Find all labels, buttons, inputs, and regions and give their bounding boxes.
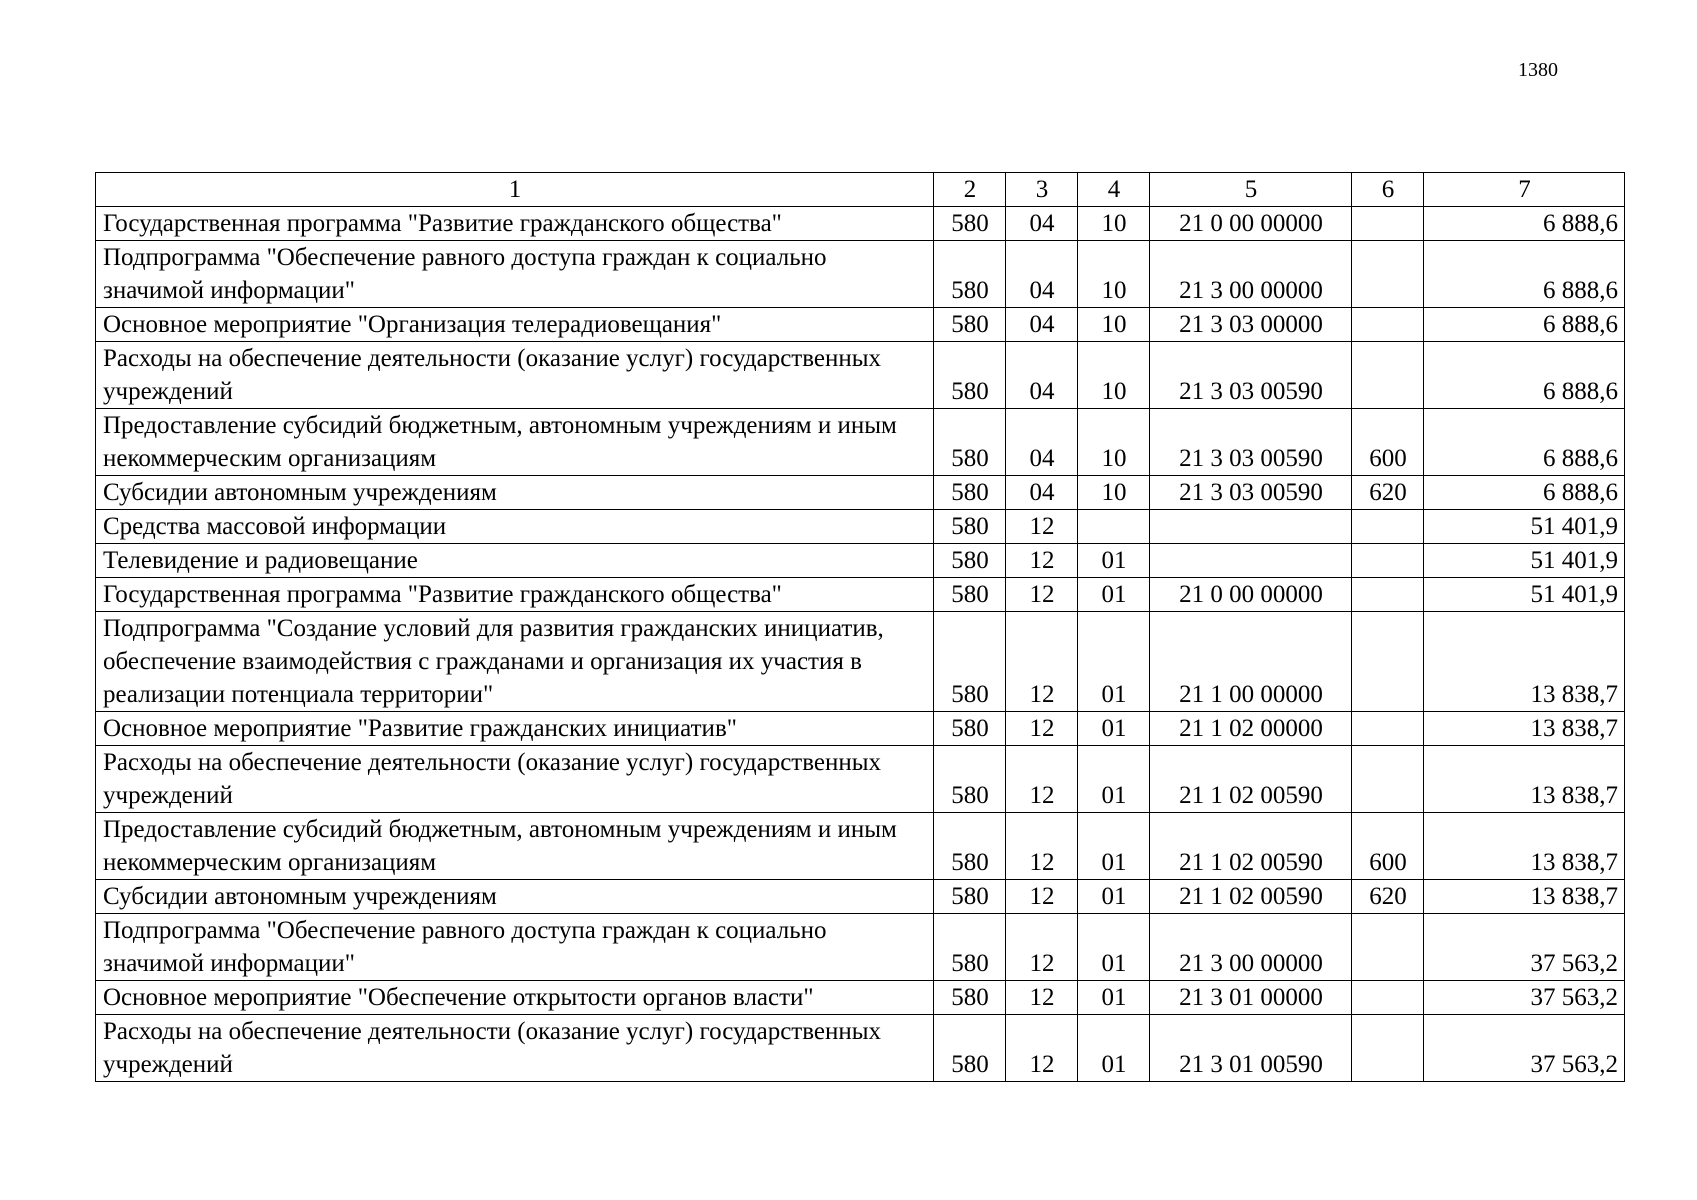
amount-cell: 51 401,9 (1424, 544, 1625, 578)
admin-code-cell: 580 (934, 544, 1006, 578)
header-cell-7: 7 (1424, 173, 1625, 207)
expense-type-cell: 600 (1352, 813, 1424, 880)
target-article-cell: 21 3 01 00590 (1150, 1015, 1352, 1082)
expense-type-cell: 620 (1352, 880, 1424, 914)
amount-cell: 6 888,6 (1424, 342, 1625, 409)
admin-code-cell: 580 (934, 813, 1006, 880)
section-code-cell: 12 (1006, 813, 1078, 880)
admin-code-cell: 580 (934, 578, 1006, 612)
expense-type-cell (1352, 308, 1424, 342)
admin-code-cell: 580 (934, 746, 1006, 813)
amount-cell: 13 838,7 (1424, 813, 1625, 880)
name-cell: Предоставление субсидий бюджетным, автономным учреждениям и иным некоммерческим организациям (96, 813, 934, 880)
name-cell: Расходы на обеспечение деятельности (оказание услуг) государственных учреждений (96, 746, 934, 813)
table-row (96, 880, 1625, 914)
target-article-cell: 21 3 03 00000 (1150, 308, 1352, 342)
table-row (96, 612, 1625, 712)
section-code-cell: 12 (1006, 544, 1078, 578)
section-code-cell: 04 (1006, 308, 1078, 342)
header-row (96, 173, 1625, 207)
subsection-code-cell: 10 (1078, 409, 1150, 476)
target-article-cell: 21 3 00 00000 (1150, 241, 1352, 308)
subsection-code-cell: 01 (1078, 612, 1150, 712)
expense-type-cell (1352, 746, 1424, 813)
subsection-code-cell (1078, 510, 1150, 544)
amount-cell: 37 563,2 (1424, 1015, 1625, 1082)
admin-code-cell: 580 (934, 510, 1006, 544)
header-cell-5: 5 (1150, 173, 1352, 207)
amount-cell: 6 888,6 (1424, 207, 1625, 241)
subsection-code-cell: 01 (1078, 1015, 1150, 1082)
header-cell-2: 2 (934, 173, 1006, 207)
section-code-cell: 12 (1006, 1015, 1078, 1082)
admin-code-cell: 580 (934, 342, 1006, 409)
table-row (96, 914, 1625, 981)
subsection-code-cell: 10 (1078, 241, 1150, 308)
section-code-cell: 12 (1006, 746, 1078, 813)
amount-cell: 51 401,9 (1424, 510, 1625, 544)
admin-code-cell: 580 (934, 241, 1006, 308)
section-code-cell: 04 (1006, 342, 1078, 409)
amount-cell: 6 888,6 (1424, 476, 1625, 510)
target-article-cell (1150, 510, 1352, 544)
subsection-code-cell: 10 (1078, 476, 1150, 510)
expense-type-cell (1352, 207, 1424, 241)
amount-cell: 13 838,7 (1424, 746, 1625, 813)
admin-code-cell: 580 (934, 476, 1006, 510)
amount-cell: 6 888,6 (1424, 308, 1625, 342)
expense-type-cell (1352, 981, 1424, 1015)
amount-cell: 6 888,6 (1424, 409, 1625, 476)
admin-code-cell: 580 (934, 880, 1006, 914)
section-code-cell: 12 (1006, 612, 1078, 712)
admin-code-cell: 580 (934, 308, 1006, 342)
name-cell: Государственная программа "Развитие гражданского общества" (96, 207, 934, 241)
expense-type-cell (1352, 914, 1424, 981)
amount-cell: 37 563,2 (1424, 914, 1625, 981)
amount-cell: 13 838,7 (1424, 880, 1625, 914)
page-number: 1380 (1518, 59, 1558, 81)
name-cell: Подпрограмма "Обеспечение равного доступа граждан к социально значимой информации" (96, 241, 934, 308)
admin-code-cell: 580 (934, 207, 1006, 241)
expense-type-cell (1352, 1015, 1424, 1082)
section-code-cell: 12 (1006, 981, 1078, 1015)
header-cell-1: 1 (96, 173, 934, 207)
expense-type-cell: 620 (1352, 476, 1424, 510)
table-row (96, 510, 1625, 544)
name-cell: Субсидии автономным учреждениям (96, 880, 934, 914)
subsection-code-cell: 01 (1078, 746, 1150, 813)
section-code-cell: 04 (1006, 409, 1078, 476)
admin-code-cell: 580 (934, 914, 1006, 981)
target-article-cell: 21 1 02 00590 (1150, 746, 1352, 813)
subsection-code-cell: 01 (1078, 914, 1150, 981)
table-row (96, 813, 1625, 880)
budget-table (95, 172, 1625, 1082)
subsection-code-cell: 10 (1078, 308, 1150, 342)
name-cell: Предоставление субсидий бюджетным, автономным учреждениям и иным некоммерческим организациям (96, 409, 934, 476)
admin-code-cell: 580 (934, 712, 1006, 746)
expense-type-cell: 600 (1352, 409, 1424, 476)
name-cell: Телевидение и радиовещание (96, 544, 934, 578)
expense-type-cell (1352, 342, 1424, 409)
expense-type-cell (1352, 510, 1424, 544)
name-cell: Средства массовой информации (96, 510, 934, 544)
admin-code-cell: 580 (934, 612, 1006, 712)
table-row (96, 981, 1625, 1015)
table-row (96, 476, 1625, 510)
section-code-cell: 12 (1006, 578, 1078, 612)
target-article-cell: 21 1 00 00000 (1150, 612, 1352, 712)
subsection-code-cell: 01 (1078, 981, 1150, 1015)
name-cell: Основное мероприятие "Развитие гражданских инициатив" (96, 712, 934, 746)
target-article-cell: 21 1 02 00590 (1150, 880, 1352, 914)
section-code-cell: 04 (1006, 476, 1078, 510)
target-article-cell: 21 3 01 00000 (1150, 981, 1352, 1015)
name-cell: Основное мероприятие "Обеспечение открытости органов власти" (96, 981, 934, 1015)
table-row (96, 712, 1625, 746)
section-code-cell: 12 (1006, 880, 1078, 914)
target-article-cell: 21 3 03 00590 (1150, 476, 1352, 510)
section-code-cell: 12 (1006, 712, 1078, 746)
target-article-cell: 21 0 00 00000 (1150, 578, 1352, 612)
amount-cell: 13 838,7 (1424, 612, 1625, 712)
target-article-cell: 21 3 03 00590 (1150, 409, 1352, 476)
name-cell: Расходы на обеспечение деятельности (оказание услуг) государственных учреждений (96, 1015, 934, 1082)
subsection-code-cell: 10 (1078, 342, 1150, 409)
admin-code-cell: 580 (934, 1015, 1006, 1082)
target-article-cell (1150, 544, 1352, 578)
section-code-cell: 12 (1006, 914, 1078, 981)
table-row (96, 746, 1625, 813)
name-cell: Государственная программа "Развитие гражданского общества" (96, 578, 934, 612)
table-row (96, 544, 1625, 578)
subsection-code-cell: 01 (1078, 712, 1150, 746)
table-row (96, 578, 1625, 612)
expense-type-cell (1352, 612, 1424, 712)
subsection-code-cell: 01 (1078, 813, 1150, 880)
name-cell: Субсидии автономным учреждениям (96, 476, 934, 510)
amount-cell: 6 888,6 (1424, 241, 1625, 308)
table-body (96, 173, 1625, 1082)
subsection-code-cell: 01 (1078, 544, 1150, 578)
table-row (96, 409, 1625, 476)
table-row (96, 1015, 1625, 1082)
name-cell: Подпрограмма "Создание условий для развития гражданских инициатив, обеспечение взаимодействия с гражданами и организация их участия в реализации потенциала территории" (96, 612, 934, 712)
admin-code-cell: 580 (934, 981, 1006, 1015)
target-article-cell: 21 3 03 00590 (1150, 342, 1352, 409)
section-code-cell: 04 (1006, 207, 1078, 241)
header-cell-3: 3 (1006, 173, 1078, 207)
amount-cell: 13 838,7 (1424, 712, 1625, 746)
expense-type-cell (1352, 544, 1424, 578)
amount-cell: 51 401,9 (1424, 578, 1625, 612)
table-row (96, 308, 1625, 342)
name-cell: Расходы на обеспечение деятельности (оказание услуг) государственных учреждений (96, 342, 934, 409)
table-row (96, 241, 1625, 308)
expense-type-cell (1352, 241, 1424, 308)
name-cell: Подпрограмма "Обеспечение равного доступа граждан к социально значимой информации" (96, 914, 934, 981)
section-code-cell: 12 (1006, 510, 1078, 544)
amount-cell: 37 563,2 (1424, 981, 1625, 1015)
header-cell-6: 6 (1352, 173, 1424, 207)
table-row (96, 342, 1625, 409)
subsection-code-cell: 01 (1078, 880, 1150, 914)
expense-type-cell (1352, 578, 1424, 612)
admin-code-cell: 580 (934, 409, 1006, 476)
header-cell-4: 4 (1078, 173, 1150, 207)
section-code-cell: 04 (1006, 241, 1078, 308)
target-article-cell: 21 3 00 00000 (1150, 914, 1352, 981)
subsection-code-cell: 10 (1078, 207, 1150, 241)
target-article-cell: 21 1 02 00000 (1150, 712, 1352, 746)
name-cell: Основное мероприятие "Организация телерадиовещания" (96, 308, 934, 342)
subsection-code-cell: 01 (1078, 578, 1150, 612)
expense-type-cell (1352, 712, 1424, 746)
target-article-cell: 21 0 00 00000 (1150, 207, 1352, 241)
target-article-cell: 21 1 02 00590 (1150, 813, 1352, 880)
table-row (96, 207, 1625, 241)
